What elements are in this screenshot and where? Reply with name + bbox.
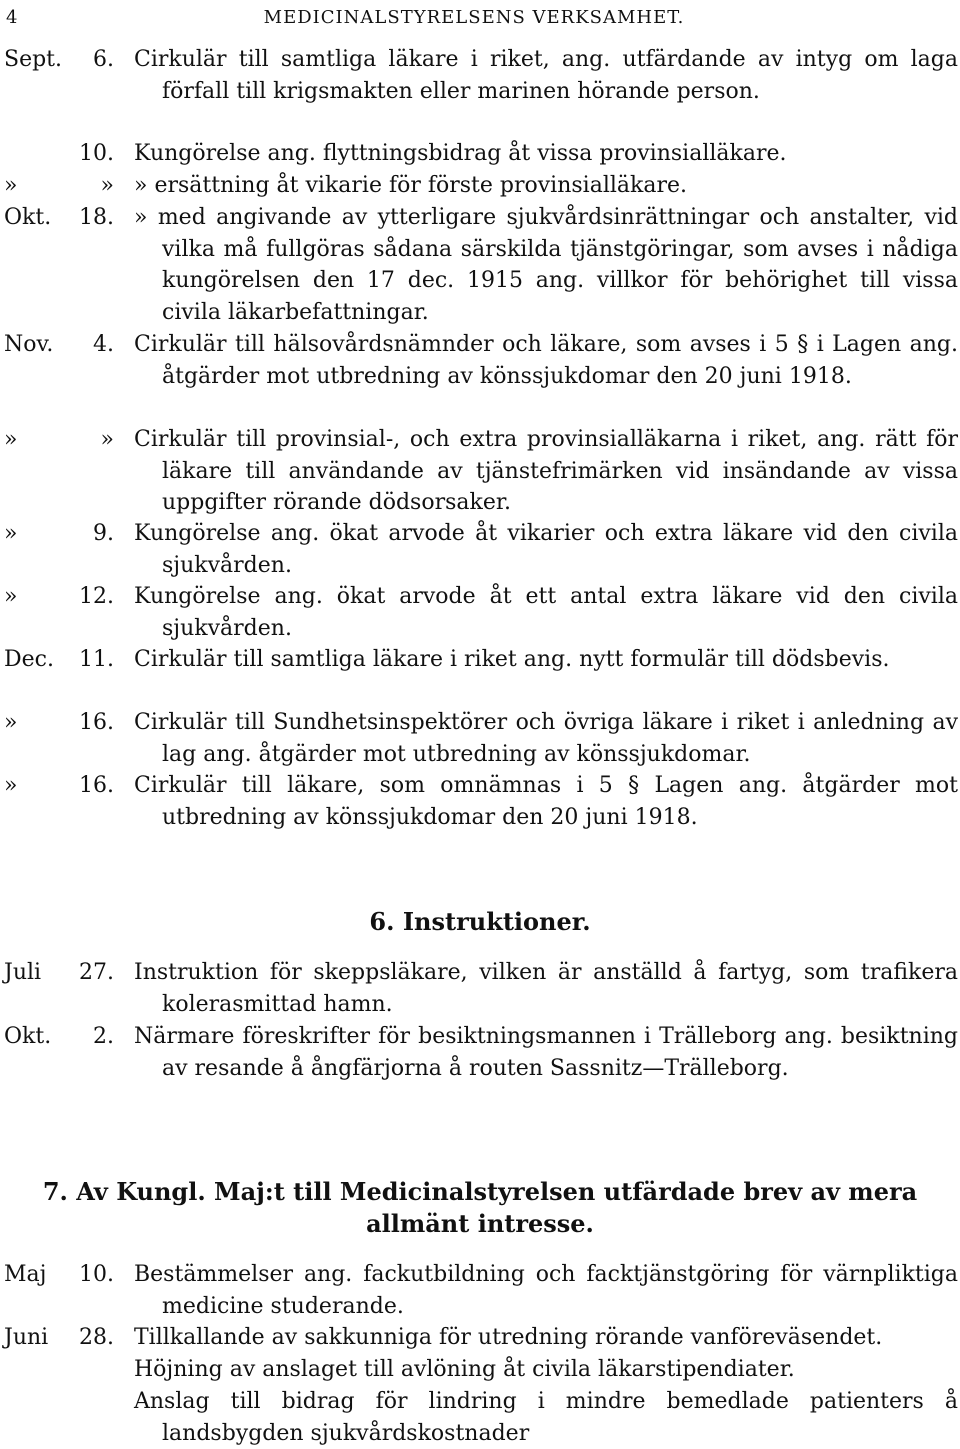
entry-text: Kungörelse ang. flyttningsbidrag åt vissa provinsialläkare. xyxy=(134,141,787,166)
entry-day: 4. xyxy=(93,332,114,357)
entry-text: Kungörelse ang. ökat arvode åt ett antal extra läkare vid den civila sjukvården. xyxy=(134,584,958,641)
entry-day: 6. xyxy=(93,47,114,72)
section-heading: 7. Av Kungl. Maj:t till Medicinalstyrelsen utfärdade brev av mera allmänt intresse. xyxy=(42,1177,918,1238)
entry-month: Sept. xyxy=(4,47,63,72)
entry-text: Tillkallande av sakkunniga för utredning rörande vanföreväsendet. xyxy=(134,1325,883,1350)
entry-text: Cirkulär till Sundhetsinspektörer och övriga läkare i riket i anledning av lag ang. åtgärder mot utbredning av könssjukdomar. xyxy=(134,710,958,767)
running-head xyxy=(6,4,942,32)
entry-text: Kungörelse ang. ökat arvode åt vikarier och extra läkare vid den civila sjukvården. xyxy=(134,521,958,578)
entry-text: Instruktion för skeppsläkare, vilken är anställd å fartyg, som trafikera kolerasmittad hamn. xyxy=(134,960,958,1017)
entry-day: 28. xyxy=(79,1325,114,1350)
entry-month: » xyxy=(4,710,18,735)
entry-text: Cirkulär till provinsial-, och extra provinsialläkarna i riket, ang. rätt för läkare till användande av tjänstefrimärken vid insändande av vissa uppgifter rörande dödsorsaker. xyxy=(134,427,958,515)
entry-month: » xyxy=(4,427,18,452)
entry-month: » xyxy=(4,173,18,198)
entry-month: Dec. xyxy=(4,647,54,672)
entry-day: 2. xyxy=(93,1024,114,1049)
entry-day: » xyxy=(100,427,114,452)
entry-month: Okt. xyxy=(4,1024,52,1049)
entry-text: » ersättning åt vikarie för förste provinsialläkare. xyxy=(134,173,687,198)
entry-day: 16. xyxy=(79,710,114,735)
entry-text: Cirkulär till samtliga läkare i riket, ang. utfärdande av intyg om laga förfall till krigsmakten eller marinen hörande person. xyxy=(134,47,958,104)
entry-month: Juni xyxy=(4,1325,49,1350)
entry-day: 18. xyxy=(79,205,114,230)
section-heading: 6. Instruktioner. xyxy=(369,907,591,936)
entry-day: 10. xyxy=(79,141,114,166)
entry-text: Cirkulär till hälsovårdsnämnder och läkare, som avses i 5 § i Lagen ang. åtgärder mot utbredning av könssjukdomar den 20 juni 1918. xyxy=(134,332,958,389)
entry-month: » xyxy=(4,521,18,546)
entry-text: Närmare föreskrifter för besiktningsmannen i Trälleborg ang. besiktning av resande å ångfärjorna å routen Sassnitz—Trälleborg. xyxy=(134,1024,958,1081)
entry-day: 9. xyxy=(93,521,114,546)
entry-day: 27. xyxy=(79,960,114,985)
entry-day: » xyxy=(100,173,114,198)
entry-month: Juli xyxy=(4,960,42,985)
page-number: 4 xyxy=(6,7,18,28)
entry-month: » xyxy=(4,584,18,609)
entry-day: 10. xyxy=(79,1262,114,1287)
entry-day: 12. xyxy=(79,584,114,609)
entry-month: Nov. xyxy=(4,332,54,357)
entry-month: Maj xyxy=(4,1262,47,1287)
entry-text: Bestämmelser ang. fackutbildning och facktjänstgöring för värnpliktiga medicine studerande. xyxy=(134,1262,958,1319)
entry-text: » med angivande av ytterligare sjukvårdsinrättningar och anstalter, vid vilka må fullgöras sådana särskilda tjänstgöringar, som avses i nådiga kungörelsen den 17 dec. 1915 ang. villkor för behörighet till vissa civila läkarbefattningar. xyxy=(134,205,958,325)
entry-month: Okt. xyxy=(4,205,52,230)
entry-day: 16. xyxy=(79,773,114,798)
entry-text: Höjning av anslaget till avlöning åt civila läkarstipendiater. xyxy=(134,1357,795,1382)
page-title: MEDICINALSTYRELSENS VERKSAMHET. xyxy=(263,7,685,28)
entry-text: Anslag till bidrag för lindring i mindre bemedlade patienters å landsbygden sjukvårdskostnader xyxy=(134,1389,958,1446)
entry-month: » xyxy=(4,773,18,798)
entry-text: Cirkulär till samtliga läkare i riket ang. nytt formulär till dödsbevis. xyxy=(134,647,890,672)
entry-text: Cirkulär till läkare, som omnämnas i 5 § Lagen ang. åtgärder mot utbredning av könssjukdomar den 20 juni 1918. xyxy=(134,773,958,830)
entry-day: 11. xyxy=(79,647,114,672)
